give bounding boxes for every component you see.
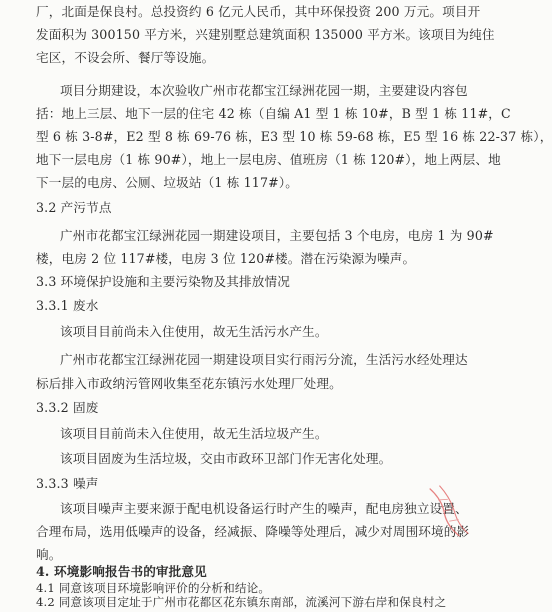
- body-text-line: 该项目目前尚未入住使用，故无生活垃圾产生。: [60, 426, 328, 441]
- body-text-line: 4.2 同意该项目定址于广州市花都区花东镇东南部，流溪河下游右岸和保良村之: [36, 595, 447, 609]
- body-text-line: 标后排入市政纳污管网收集至花东镇污水处理厂处理。: [36, 376, 342, 391]
- section-heading: 3.2 产污节点: [36, 200, 112, 215]
- body-text-line: 广州市花都宝江绿洲花园一期建设项目，主要包括 3 个电房，电房 1 为 90#: [60, 228, 494, 243]
- body-text-line: 响。: [36, 547, 62, 562]
- subsection-heading: 3.3.3 噪声: [36, 476, 99, 491]
- body-text-line: 4.1 同意该项目环境影响评价的分析和结论。: [36, 581, 271, 595]
- body-text-line: 宅区，不设会所、餐厅等设施。: [36, 50, 215, 65]
- body-text-line: 广州市花都宝江绿洲花园一期建设项目实行雨污分流，生活污水经处理达: [60, 352, 468, 367]
- body-text-line: 该项目目前尚未入住使用，故无生活污水产生。: [60, 324, 328, 339]
- body-text-line: 厂，北面是保良村。总投资约 6 亿元人民币，其中环保投资 200 万元。项目开: [36, 4, 481, 19]
- chapter-heading: 4. 环境影响报告书的审批意见: [36, 564, 207, 579]
- body-text-line: 楼，电房 2 位 117#楼，电房 3 位 120#楼。潜在污染源为噪声。: [36, 251, 416, 266]
- body-text-line: 该项目固废为生活垃圾，交由市政环卫部门作无害化处理。: [60, 451, 392, 466]
- body-text-line: 项目分期建设，本次验收广州市花都宝江绿洲花园一期，主要建设内容包: [60, 83, 468, 98]
- body-text-line: 型 6 栋 3-8#，E2 型 8 栋 69-76 栋，E3 型 10 栋 59-68 栋，E5 型 16 栋 22-37 栋），: [36, 129, 552, 144]
- body-text-line: 下一层的电房、公厕、垃圾站（1 栋 117#）。: [36, 175, 299, 190]
- body-text-line: 地下一层电房（1 栋 90#），地上一层电房、值班房（1 栋 120#），地上两层、地: [36, 152, 501, 167]
- subsection-heading: 3.3.2 固废: [36, 400, 99, 415]
- subsection-heading: 3.3.1 废水: [36, 298, 99, 313]
- body-text-line: 发面积为 300150 平方米，兴建别墅总建筑面积 135000 平方米。该项目为纯住: [36, 27, 495, 42]
- section-heading: 3.3 环境保护设施和主要污染物及其排放情况: [36, 274, 291, 289]
- body-text-line: 括：地上三层、地下一层的住宅 42 栋（自编 A1 型 1 栋 10#，B 型 1 栋 11#，C: [36, 106, 511, 121]
- body-text-line: 该项目噪声主要来源于配电机设备运行时产生的噪声，配电房独立设置、: [60, 501, 468, 516]
- body-text-line: 合理布局，选用低噪声的设备，经减振、降噪等处理后，减少对周围环境的影: [36, 524, 470, 539]
